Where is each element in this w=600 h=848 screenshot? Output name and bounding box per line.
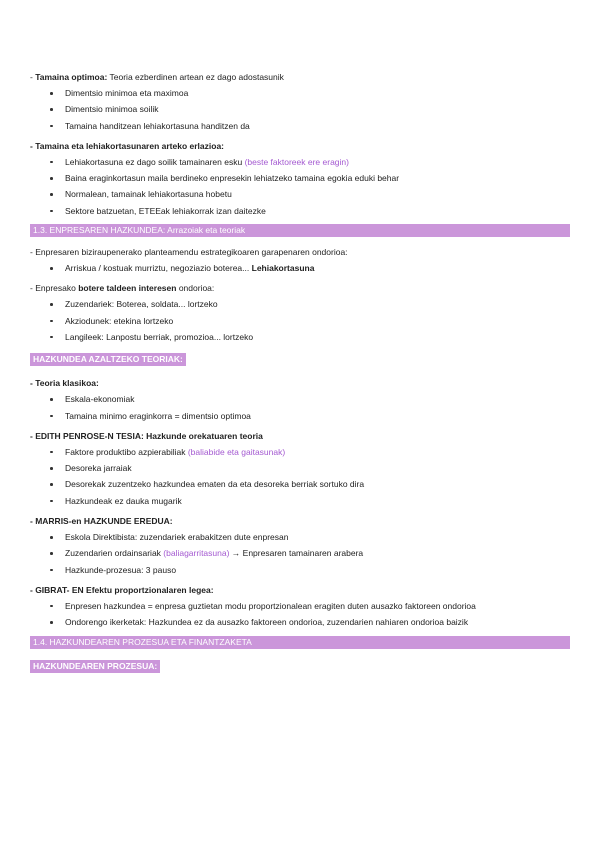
list-item: Hazkundeak ez dauka mugarik [30,493,570,509]
biziraupena-list [30,260,570,276]
section-heading-1-3: 1.3. ENPRESAREN HAZKUNDEA: Arrazoiak eta teoriak [30,224,570,237]
erlazioa-list [30,154,570,219]
gibrat-list [30,598,570,631]
list-item: Zuzendarien ordainsariak (baliagarritasuna) → Enpresaren tamainaren arabera [30,545,570,561]
marris-list [30,529,570,578]
erlazioa-heading: - Tamaina eta lehiakortasunaren arteko erlazioa: [30,140,224,151]
list-item: Normalean, tamainak lehiakortasuna hobetu [30,186,570,202]
penrose-heading: - EDITH PENROSE-N TESIA: Hazkunde orekatuaren teoria [30,430,263,441]
teoria-klasikoa-list [30,391,570,424]
prozesua-label: HAZKUNDEAREN PROZESUA: [30,660,160,673]
list-item: Tamaina minimo eraginkorra = dimentsio optimoa [30,408,570,424]
list-item: Baina eraginkortasun maila berdineko enpresekin lehiatzeko tamaina egokia eduki behar [30,170,570,186]
label-row [30,350,570,376]
list-item: Dimentsio minimoa soilik [30,101,570,117]
list-item: Lehiakortasuna ez dago soilik tamainaren esku (beste faktoreek ere eragin) [30,154,570,170]
list-item: Akziodunek: etekina lortzeko [30,313,570,329]
list-item: Langileek: Lanpostu berriak, promozioa... lortzeko [30,329,570,345]
list-item: Sektore batzuetan, ETEEak lehiakorrak izan daitezke [30,203,570,219]
list-item: Eskola Direktibista: zuzendariek erabakitzen dute enpresan [30,529,570,545]
teoria-klasikoa-heading: - Teoria klasikoa: [30,378,99,389]
accent-note: (baliabide eta gaitasunak) [187,446,286,457]
list-item: Desoreka jarraiak [30,460,570,476]
list-item: Tamaina handitzean lehiakortasuna handitzen da [30,118,570,134]
botere-taldeak-list [30,296,570,345]
penrose-list [30,444,570,509]
section-heading-1-4: 1.4. HAZKUNDEAREN PROZESUA ETA FINANTZAKETA [30,636,570,649]
tamaina-optimoa-list [30,85,570,134]
teoriak-label: HAZKUNDEA AZALTZEKO TEORIAK: [30,353,186,366]
list-item: Eskala-ekonomiak [30,391,570,407]
list-item: Zuzendariek: Boterea, soldata... lortzeko [30,296,570,312]
accent-note: (beste faktoreek ere eragin) [244,156,349,167]
biziraupena-heading: - Enpresaren biziraupenerako planteamendu estrategikoaren garapenaren ondorioa: [30,247,348,258]
label-row [30,657,570,683]
list-item: Ondorengo ikerketak: Hazkundea ez da ausazko faktoreen ondorioa, zuzendarien nahiaren ondorioa baizik [30,614,570,630]
botere-taldeak-heading: - Enpresako botere taldeen interesen ondorioa: [30,283,215,294]
document-content [30,70,570,683]
list-item: Desorekak zuzentzeko hazkundea ematen da eta desoreka berriak sortuko dira [30,476,570,492]
list-item: Faktore produktibo azpierabiliak (baliabide eta gaitasunak) [30,444,570,460]
list-item: Arriskua / kostuak murriztu, negoziazio boterea... Lehiakortasuna [30,260,570,276]
tamaina-optimoa-heading: - Tamaina optimoa: Teoria ezberdinen artean ez dago adostasunik [30,72,284,82]
list-item: Hazkunde-prozesua: 3 pauso [30,562,570,578]
gibrat-heading: - GIBRAT- EN Efektu proportzionalaren legea: [30,584,214,595]
list-item: Dimentsio minimoa eta maximoa [30,85,570,101]
accent-note: (baliagarritasuna) [163,548,230,559]
marris-heading: - MARRIS-en HAZKUNDE EREDUA: [30,516,173,527]
list-item: Enpresen hazkundea = enpresa guztietan modu proportzionalean eragiten duten ausazko faktoreen ondorioa [30,598,570,614]
